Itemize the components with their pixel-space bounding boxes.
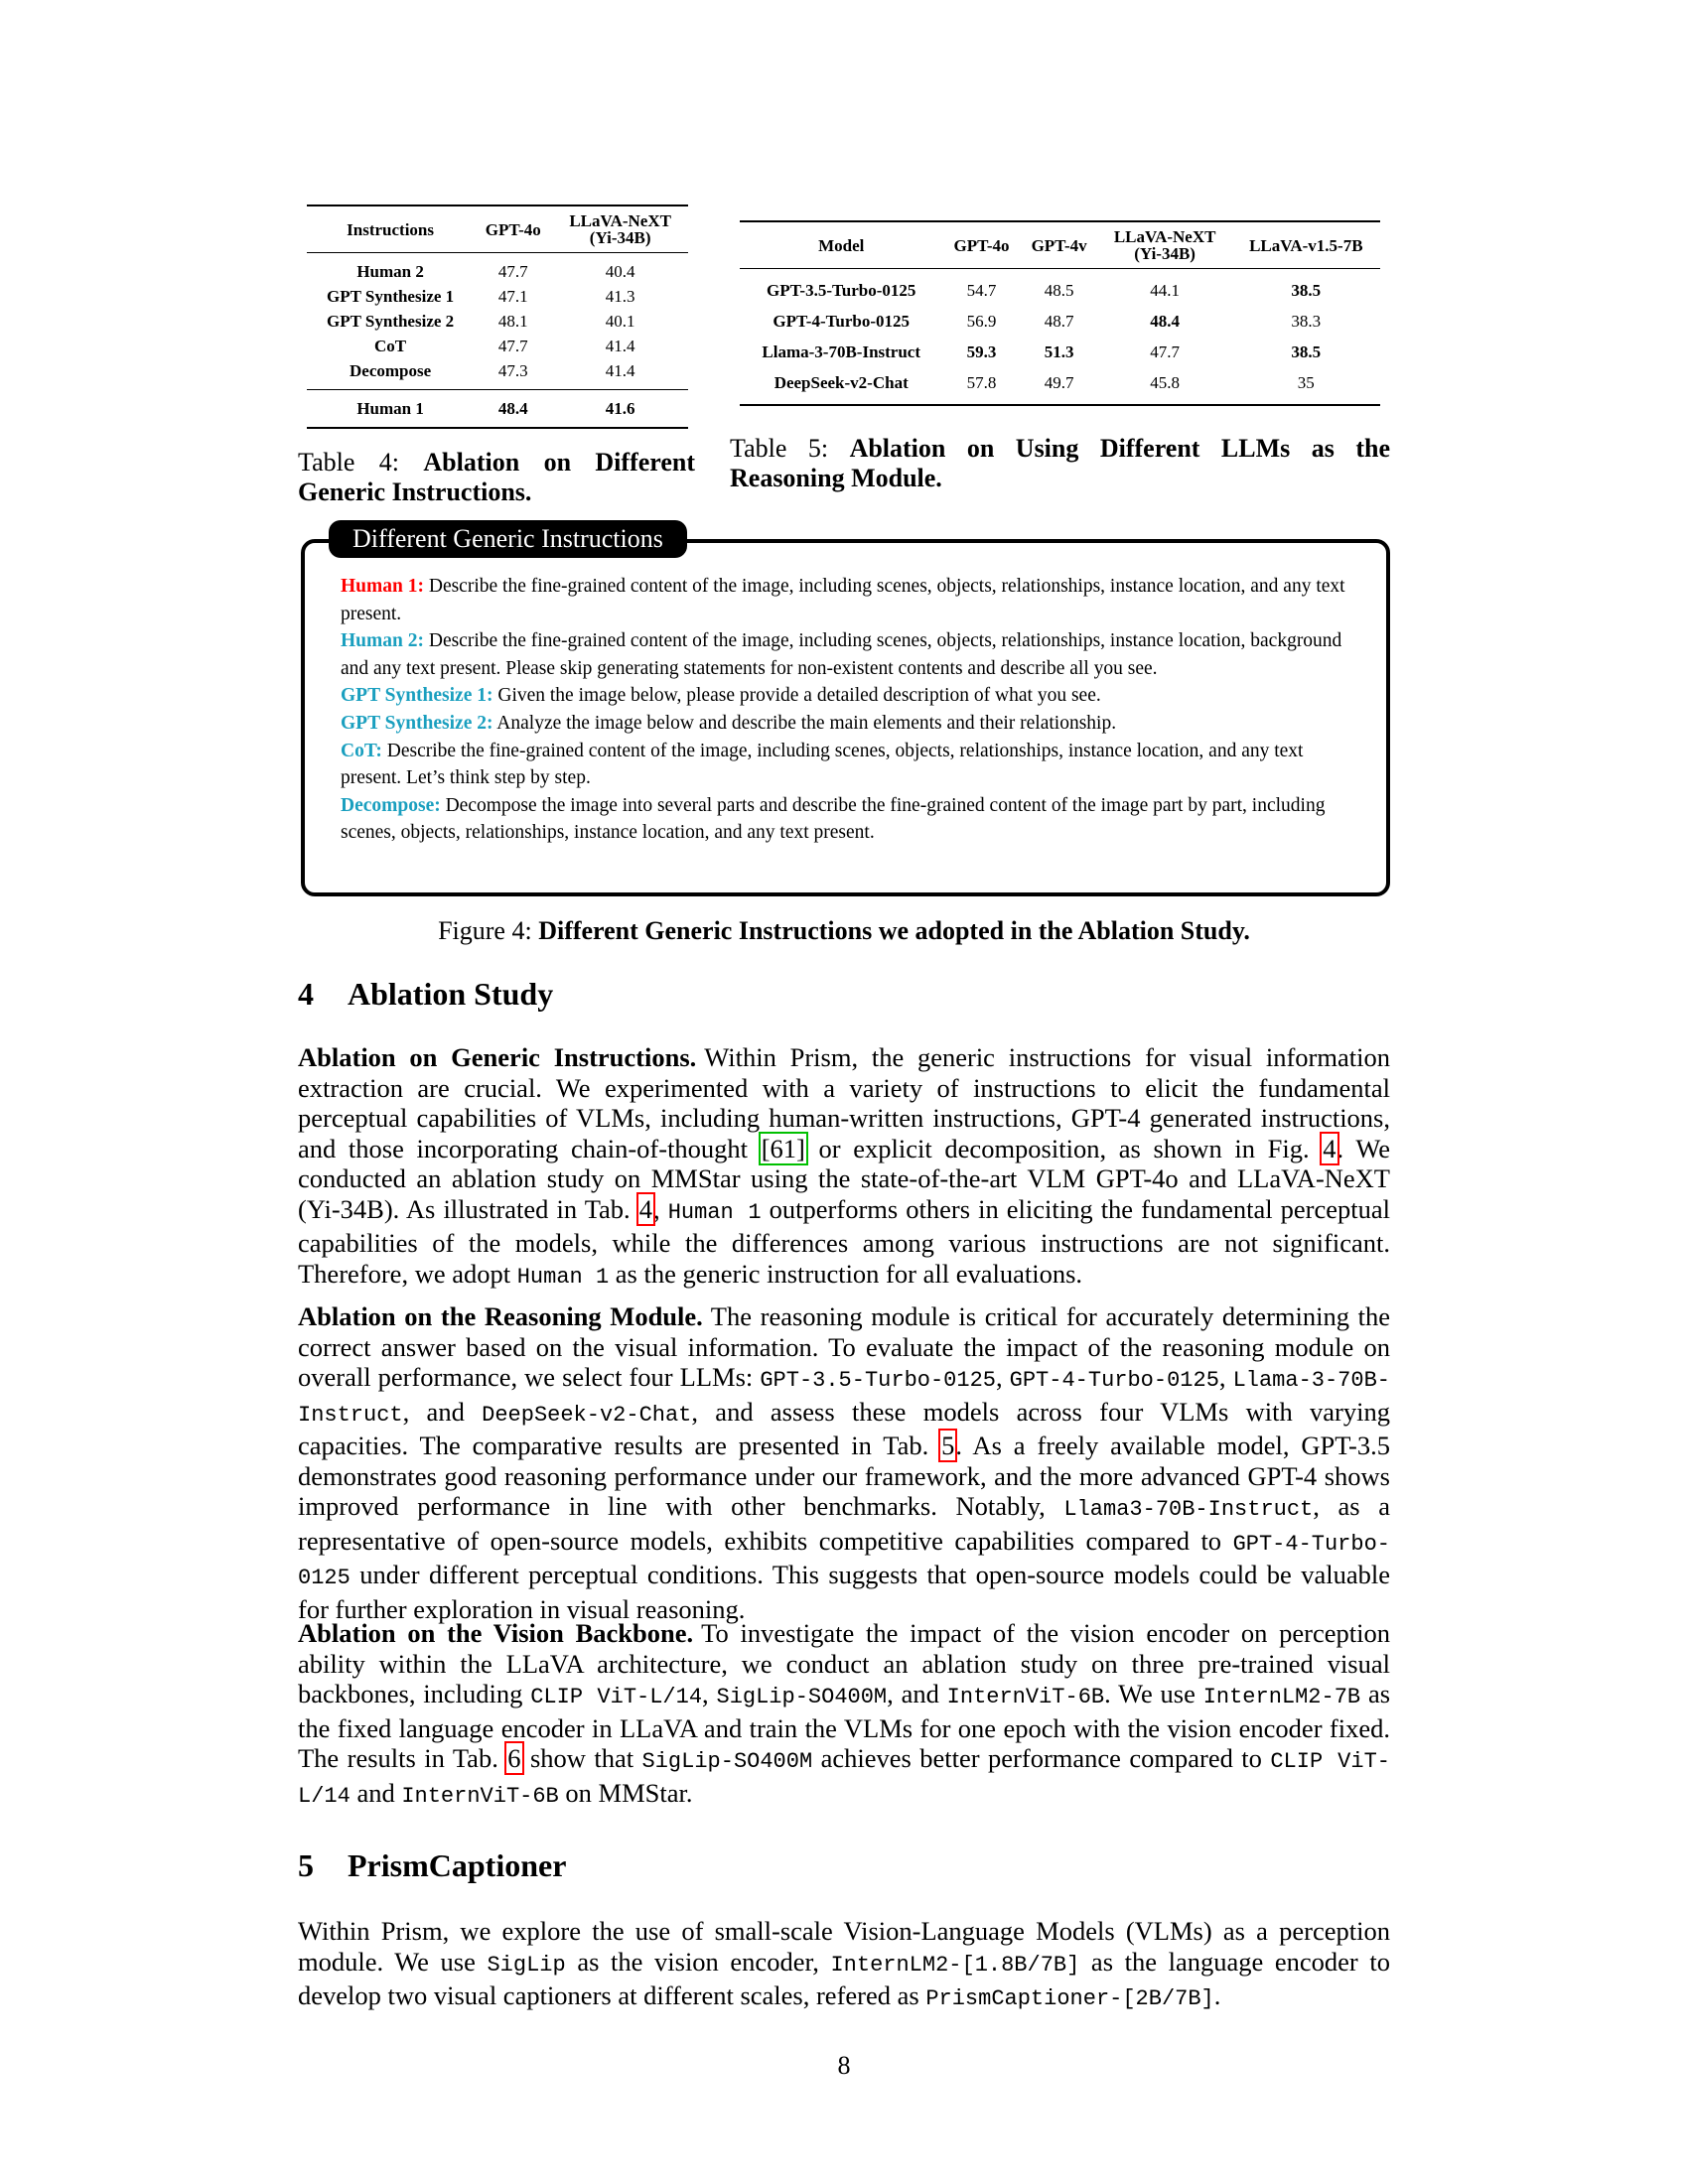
- table-row: CoT 47.7 41.4: [374, 337, 635, 355]
- t4-header-gpt4o: GPT-4o: [485, 219, 541, 239]
- instruction-gpt-synthesize-2: GPT Synthesize 2: Analyze the image below and describe the main elements and their relationship.: [341, 712, 1117, 734]
- instruction-gpt-synthesize-1: GPT Synthesize 1: Given the image below, please provide a detailed description of what you see.: [341, 685, 1101, 707]
- table-ref-link[interactable]: 6: [507, 1743, 521, 1773]
- table-row: GPT-4-Turbo-0125 56.9 48.7 48.4 38.3: [773, 312, 1322, 331]
- table-row: DeepSeek-v2-Chat 57.8 49.7 45.8 35: [740, 367, 1380, 405]
- paragraph-reasoning-module: Ablation on the Reasoning Module. The reasoning module is critical for accurately determining the correct answer based on the visual information. To evaluate the impact of the reasoning module on overall performance, we select four LLMs: GPT-3.5-Turbo-0125, GPT-4-Turbo-0125, Llama-3-70B-Instruct, and DeepSeek-v2-Chat, and assess these models across four VLMs with varying capacities. The comparative results are presented in Tab. 5. As a freely available model, GPT-3.5 demonstrates good reasoning performance under our framework, and the more advanced GPT-4 shows improved performance in line with other benchmarks. Notably, Llama3-70B-Instruct, as a representative of open-source models, exhibits competitive capabilities compared to GPT-4-Turbo-0125 under different perceptual conditions. This suggests that open-source models could be valuable for further exploration in visual reasoning.: [298, 1301, 1390, 1624]
- figure-ref-link[interactable]: 4: [1323, 1133, 1336, 1163]
- t5-header-llava-v15: LLaVA-v1.5-7B: [1249, 235, 1363, 255]
- table-row: Decompose 47.3 41.4: [350, 361, 635, 380]
- table-row-best: Human 1 48.4 41.6: [307, 390, 688, 429]
- paragraph-generic-instructions: Ablation on Generic Instructions. Within Prism, the generic instructions for visual information extraction are crucial. We experimented with a variety of instructions to elicit the fundamental perceptual capabilities of VLMs, including human-written instructions, GPT-4 generated instructions, and those incorporating chain-of-thought [61] or explicit decomposition, as shown in Fig. 4. We conducted an ablation study on MMStar using the state-of-the-art VLM GPT-4o and LLaVA-NeXT (Yi-34B). As illustrated in Tab. 4, Human 1 outperforms others in eliciting the fundamental perceptual capabilities of the models, while the differences among various instructions are not significant. Therefore, we adopt Human 1 as the generic instruction for all evaluations.: [298, 1042, 1391, 1290]
- figure-4-caption: Figure 4: Different Generic Instructions we adopted in the Ablation Study.: [438, 916, 1250, 945]
- table-ref-link[interactable]: 4: [638, 1193, 653, 1224]
- t5-header-gpt4v: GPT-4v: [1031, 235, 1087, 255]
- t5-header-model: Model: [818, 235, 865, 255]
- t4-header-instructions: Instructions: [347, 219, 435, 239]
- paragraph-prismcaptioner: Within Prism, we explore the use of small-scale Vision-Language Models (VLMs) as a perception module. We use SigLip as the vision encoder, InternLM2-[1.8B/7B] as the language encoder to develop two visual captioners at different scales, refered as PrismCaptioner-[2B/7B].: [298, 1916, 1390, 2011]
- table-row: Llama-3-70B-Instruct 59.3 51.3 47.7 38.5: [762, 342, 1322, 361]
- t5-header-llava-next: LLaVA-NeXT (Yi-34B): [1113, 227, 1216, 263]
- instruction-decompose: Decompose: Decompose the image into several parts and describe the fine-grained content of the image part by part, including scenes, objects, relationships, instance location, and any text present.: [341, 794, 1326, 844]
- table-4: [307, 205, 688, 429]
- instruction-cot: CoT: Describe the fine-grained content of the image, including scenes, objects, relationships, instance location, and any text present. Let’s think step by step.: [341, 740, 1304, 789]
- table-row: Human 2 47.7 40.4: [307, 253, 688, 285]
- table-row: GPT Synthesize 1 47.1 41.3: [327, 287, 635, 306]
- section-5-heading: 5 PrismCaptioner: [298, 1847, 567, 1883]
- t4-header-llava: LLaVA-NeXT (Yi-34B): [569, 211, 671, 247]
- figure-4-instructions: [341, 573, 1353, 847]
- instruction-human-2: Human 2: Describe the fine-grained content of the image, including scenes, objects, relationships, instance location, background and any text present. Please skip generating statements for non-existent contents and describe all you see.: [341, 630, 1342, 679]
- table-5: [740, 220, 1380, 406]
- citation-link[interactable]: [61]: [761, 1133, 805, 1163]
- t5-header-gpt4o: GPT-4o: [953, 235, 1010, 255]
- table-row: GPT-3.5-Turbo-0125 54.7 48.5 44.1 38.5: [740, 269, 1380, 307]
- table-row: GPT Synthesize 2 48.1 40.1: [327, 312, 635, 331]
- paragraph-vision-backbone: Ablation on the Vision Backbone. To investigate the impact of the vision encoder on perception ability within the LLaVA architecture, we conduct an ablation study on three pre-trained visual backbones, including CLIP ViT-L/14, SigLip-SO400M, and InternViT-6B. We use InternLM2-7B as the fixed language encoder in LLaVA and train the VLMs for one epoch with the vision encoder fixed. The results in Tab. 6 show that SigLip-SO400M achieves better performance compared to CLIP ViT-L/14 and InternViT-6B on MMStar.: [298, 1618, 1391, 1809]
- instruction-human-1: Human 1: Describe the fine-grained content of the image, including scenes, objects, relationships, instance location, and any text present.: [341, 576, 1345, 624]
- section-4-heading: 4 Ablation Study: [298, 976, 554, 1012]
- table-ref-link[interactable]: 5: [941, 1431, 955, 1460]
- table-5-caption: Table 5: Ablation on Using Different LLMs as the Reasoning Module.: [730, 434, 1390, 492]
- page-number: 8: [837, 2051, 851, 2080]
- figure-4-title-tab: Different Generic Instructions: [329, 520, 687, 558]
- table-4-caption: Table 4: Ablation on Different Generic Instructions.: [298, 448, 695, 506]
